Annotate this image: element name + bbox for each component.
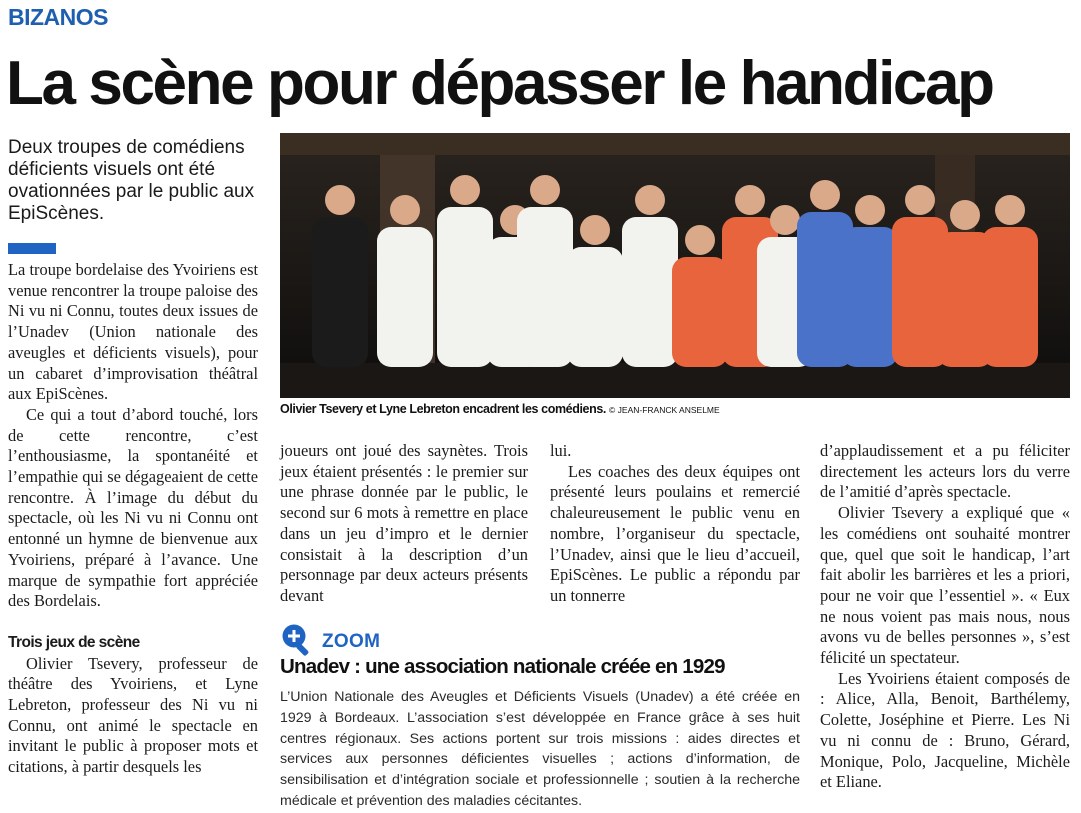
paragraph: Les Yvoiriens étaient composés de : Alice, Alla, Benoit, Barthélemy, Colette, Joséphine et Pierre. Les Ni vu ni connu de : Bruno, Gérard, Monique, Polo, Jacqueline, Michèle et Eliane. <box>820 668 1070 792</box>
person-head <box>905 185 935 215</box>
person-body <box>312 217 368 367</box>
zoom-in-magnifier-icon <box>280 622 314 656</box>
zoom-title: Unadev : une association nationale créée en 1929 <box>280 655 725 678</box>
paragraph: Olivier Tsevery, professeur de théâtre des Yvoiriens, et Lyne Lebreton, professeur des Ni vu ni Connu, ont animé le spectacle en invitant le public à proposer mots et citations, à partir desquels les <box>8 653 258 777</box>
paragraph: Les coaches des deux équipes ont présenté leurs poulains et remercié chaleureusement le public venu en nombre, l’organiseur du spectacle, l’Unadev, ainsi que le lieu d’accueil, EpiScènes. Le public a répondu par un tonnerre <box>550 461 800 605</box>
person-head <box>855 195 885 225</box>
person-body <box>842 227 898 367</box>
article-lead: Deux troupes de comédiens déficients visuels ont été ovationnées par le public aux EpiScènes. <box>8 137 255 224</box>
person-head <box>635 185 665 215</box>
paragraph: joueurs ont joué des saynètes. Trois jeux étaient présentés : le premier sur une phrase donnée par le public, le second sur 6 mots à remettre en place dans un jeu d’impro et le dernier consistait à la description d’un personnage par deux acteurs présents devant <box>280 441 528 605</box>
article-column-3 <box>550 441 800 607</box>
person-body <box>437 207 493 367</box>
article-column-1 <box>8 260 258 778</box>
zoom-label: ZOOM <box>322 631 381 652</box>
paragraph: La troupe bordelaise des Yvoiriens est venue rencontrer la troupe paloise des Ni vu ni Connu, toutes deux issues de l’Unadev (Union nationale des aveugles et déficients visuels), pour un cabaret d’improvisation théâtral aux EpiScènes. <box>8 260 258 404</box>
person-head <box>685 225 715 255</box>
zoom-body: L’Union Nationale des Aveugles et Déficients Visuels (Unadev) a été créée en 1929 à Bordeaux. L’association s’est développée en France grâce à ses huit centres régionaux. Ses actions portent sur trois missions : aides directes et services aux personnes déficientes visuelles ; actions d’information, de sensibilisation et d’intégration sociale et professionnelle ; soutien à la recherche médicale et prévention des maladies cécitantes. <box>280 689 800 809</box>
person-body <box>517 207 573 367</box>
group-photo-illustration <box>280 133 1070 398</box>
person-head <box>995 195 1025 225</box>
person-head <box>450 175 480 205</box>
article-photo <box>280 133 1070 398</box>
person-head <box>735 185 765 215</box>
person-head <box>580 215 610 245</box>
section-kicker: BIZANOS <box>8 4 108 30</box>
person-body <box>982 227 1038 367</box>
accent-bar <box>8 243 56 254</box>
person-head <box>325 185 355 215</box>
person-body <box>377 227 433 367</box>
photo-caption <box>280 402 1070 416</box>
paragraph: Olivier Tsevery a expliqué que « les comédiens ont souhaité montrer que, quel que soit le handicap, l’art fait abolir les barrières et les a priori, pour ne voir que l’essentiel ». « Eux ne nous voient pas mais nous, nous avons vu de belles personnes », s’est félicité un spectateur. <box>820 503 1070 668</box>
photo-credit: © JEAN-FRANCK ANSELME <box>609 405 720 415</box>
paragraph: lui. <box>550 441 572 460</box>
person-body <box>567 247 623 367</box>
person-head <box>810 180 840 210</box>
person-head <box>950 200 980 230</box>
article-column-4 <box>820 441 1070 793</box>
caption-text: Olivier Tsevery et Lyne Lebreton encadrent les comédiens. <box>280 402 606 416</box>
paragraph: Ce qui a tout d’abord touché, lors de cette rencontre, c’est l’enthousiasme, la spontanéité et l’empathie qui se dégageaient de cette rencontre. À l’image du début du spectacle, où les Ni vu ni Connu ont entonné un hymne de bienvenue aux Yvoiriens, préparé à l’avance. Une marque de sympathie fort appréciée des Bordelais. <box>8 404 258 611</box>
article-headline: La scène pour dépasser le handicap <box>6 49 993 118</box>
article-column-2 <box>280 441 528 607</box>
person-body <box>672 257 728 367</box>
person-head <box>530 175 560 205</box>
subheading: Trois jeux de scène <box>8 633 140 651</box>
person-head <box>390 195 420 225</box>
paragraph: d’applaudissement et a pu féliciter directement les acteurs lors du verre de l’amitié d’après spectacle. <box>820 441 1070 502</box>
person-head <box>770 205 800 235</box>
person-body <box>622 217 678 367</box>
